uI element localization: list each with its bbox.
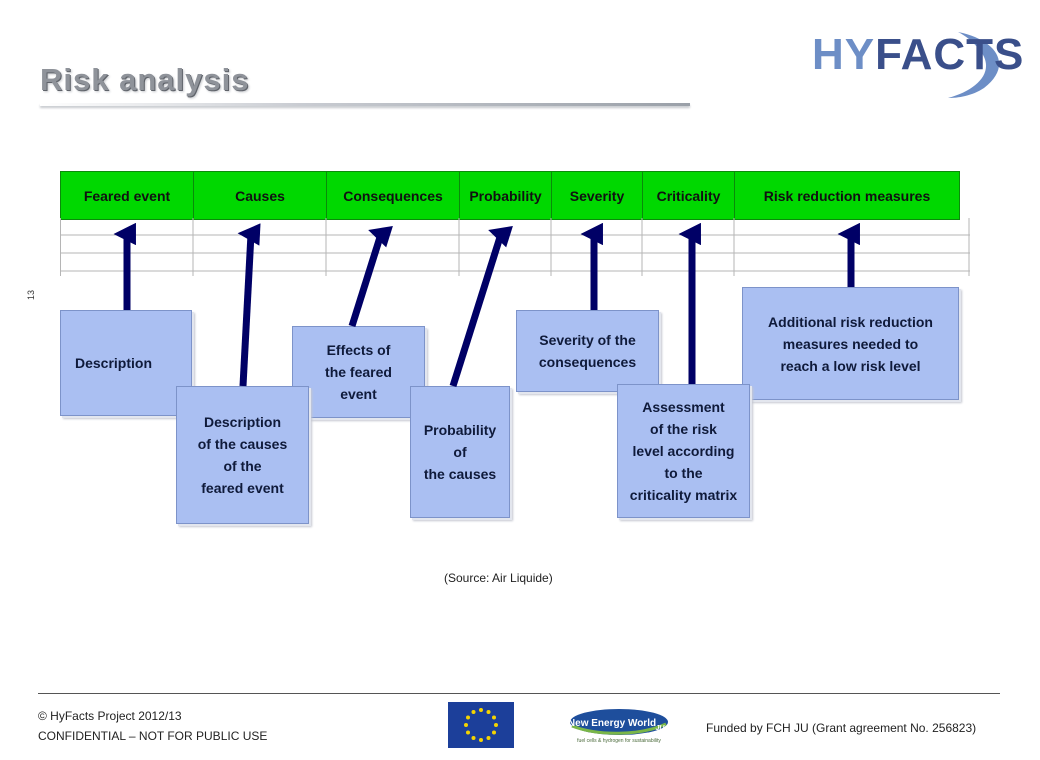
box-causes-description: Description of the causes of the feared event <box>176 386 309 524</box>
header-probability: Probability <box>460 172 552 219</box>
header-consequences: Consequences <box>327 172 460 219</box>
box-assessment: Assessment of the risk level according to the criticality matrix <box>617 384 750 518</box>
logo-hy-text: HY <box>812 30 876 79</box>
arrow-probability <box>453 234 501 386</box>
confidential-text: CONFIDENTIAL – NOT FOR PUBLIC USE <box>38 729 268 743</box>
box-description: Description <box>60 310 192 416</box>
header-criticality: Criticality <box>643 172 735 219</box>
box-probability: Probability of the causes <box>410 386 510 518</box>
source-note: (Source: Air Liquide) <box>444 571 553 585</box>
footer-left <box>38 706 267 746</box>
eu-flag-icon <box>448 702 514 748</box>
box-severity: Severity of the consequences <box>516 310 659 392</box>
new-energy-suffix: JU <box>655 725 665 732</box>
footer-divider <box>38 693 1000 694</box>
box-additional-measures: Additional risk reduction measures needed to reach a low risk level <box>742 287 959 400</box>
arrow-causes <box>243 234 251 386</box>
new-energy-tagline: fuel cells & hydrogen for sustainability <box>577 738 661 744</box>
page-title: Risk analysis <box>40 62 250 97</box>
new-energy-label: New Energy World <box>568 718 657 729</box>
slide-number: 13 <box>26 289 36 300</box>
header-causes: Causes <box>194 172 327 219</box>
header-feared-event: Feared event <box>61 172 194 219</box>
logo-facts-text: FACTS <box>875 30 1025 79</box>
new-energy-world-logo <box>568 706 670 744</box>
copyright-text: © HyFacts Project 2012/13 <box>38 709 182 723</box>
box-effects: Effects of the feared event <box>292 326 425 418</box>
funding-text: Funded by FCH JU (Grant agreement No. 256823) <box>706 721 977 735</box>
arrow-consequences <box>352 234 381 326</box>
header-risk-reduction: Risk reduction measures <box>763 187 931 204</box>
header-severity: Severity <box>552 172 643 219</box>
